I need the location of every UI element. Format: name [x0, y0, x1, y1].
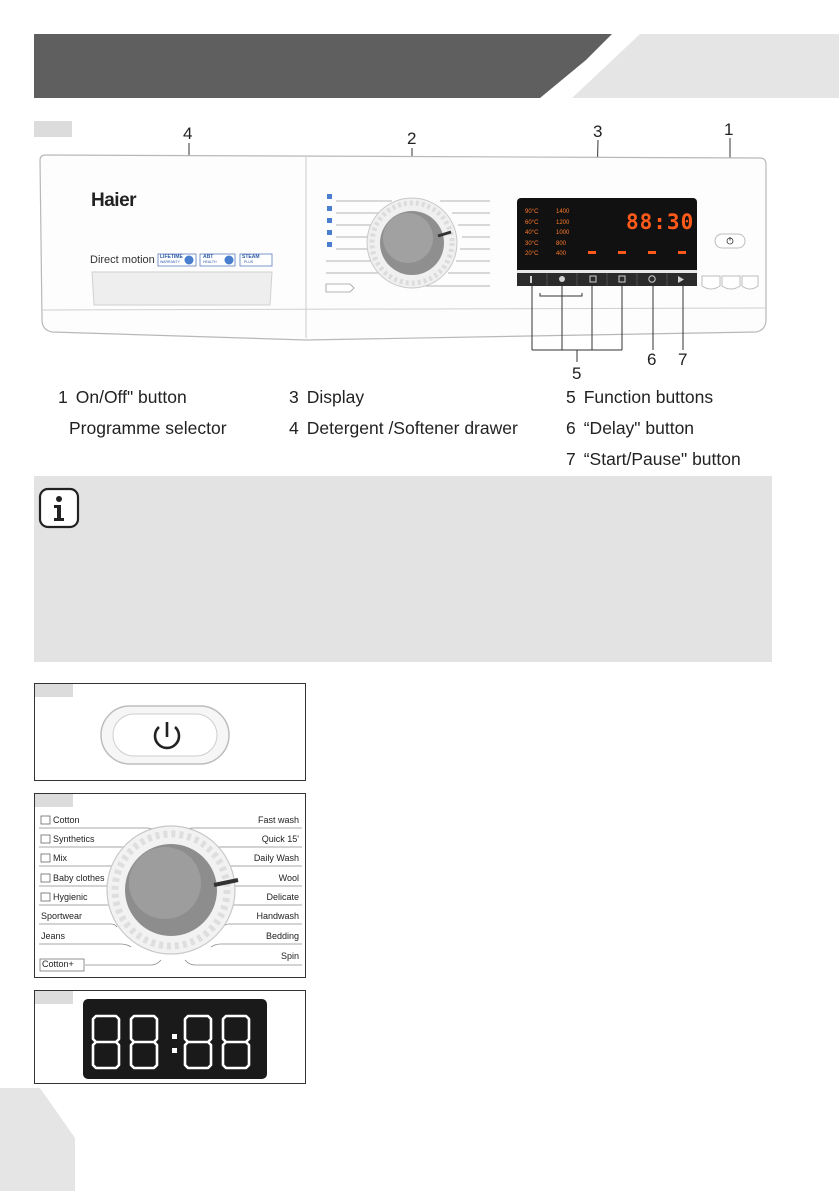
display-digits-illustration [35, 991, 307, 1085]
display-temperatures [525, 207, 538, 260]
prog-delicate: Delicate [266, 892, 299, 902]
callout-1: 1 [724, 120, 734, 139]
brand-logo: Haier [91, 190, 137, 211]
prog-wool: Wool [278, 873, 299, 883]
prog-bedding: Bedding [265, 931, 299, 941]
spin-1400: 1400 [556, 209, 570, 215]
prog-daily-wash: Daily Wash [253, 853, 299, 863]
figure-programme-selector [34, 793, 306, 978]
legend-item-5: 5 Function buttons [566, 387, 714, 407]
legend-item-3: 3 Display [289, 387, 365, 407]
series-name: Direct motion [90, 254, 155, 266]
legend-item-1: 1 On/Off" button [58, 387, 187, 407]
figure-display [34, 990, 306, 1084]
temp-20: 20°C [525, 251, 539, 257]
prog-sportwear: Sportwear [41, 911, 83, 921]
prog-cotton: Cotton [53, 815, 80, 825]
prog-fast-wash: Fast wash [257, 815, 299, 825]
badge-abt: ABT [203, 254, 214, 260]
badge-steam: STEAM [242, 254, 260, 260]
spin-400: 400 [556, 251, 567, 257]
callout-4: 4 [183, 124, 193, 143]
temp-60: 60°C [525, 219, 539, 226]
callout-5: 5 [572, 364, 582, 383]
badge-steam-sub: PLUS [244, 260, 254, 264]
spin-1200: 1200 [556, 219, 570, 226]
corner-decoration [0, 1088, 80, 1191]
info-icon [38, 487, 80, 529]
prog-handwash: Handwash [256, 911, 299, 921]
prog-jeans: Jeans [41, 931, 66, 941]
callout-2: 2 [407, 129, 417, 148]
temp-40: 40°C [525, 230, 539, 236]
callout-7: 7 [678, 350, 688, 369]
prog-mix: Mix [53, 853, 67, 863]
temp-90: 90°C [525, 209, 539, 215]
spin-800: 800 [556, 240, 567, 247]
info-box [34, 476, 772, 662]
badge-abt-sub: HEALTH [203, 260, 217, 264]
legend-item-2: Programme selector [69, 418, 227, 438]
callout-3: 3 [593, 122, 603, 141]
prog-quick-15: Quick 15' [261, 834, 299, 844]
prog-cotton-plus: Cotton+ [42, 959, 74, 969]
power-button-illustration [35, 684, 307, 782]
prog-hygienic: Hygienic [53, 892, 88, 902]
prog-synthetics: Synthetics [53, 834, 95, 844]
display-time-readout: 88:30 [626, 210, 695, 234]
display-spin-speeds [556, 207, 569, 260]
legend-item-6: 6 “Delay" button [566, 418, 695, 438]
prog-baby-clothes: Baby clothes [53, 873, 105, 883]
callout-6: 6 [647, 350, 657, 369]
temp-30: 30°C [525, 240, 539, 247]
figure-power-button [34, 683, 306, 781]
spin-1000: 1000 [556, 230, 570, 236]
prog-spin: Spin [280, 951, 299, 961]
legend-item-7: 7 “Start/Pause" button [566, 449, 741, 469]
badge-lifetime-sub: WARRANTY [160, 260, 180, 264]
badge-lifetime: LIFETIME [160, 254, 183, 260]
legend-item-4: 4 Detergent /Softener drawer [289, 418, 518, 438]
